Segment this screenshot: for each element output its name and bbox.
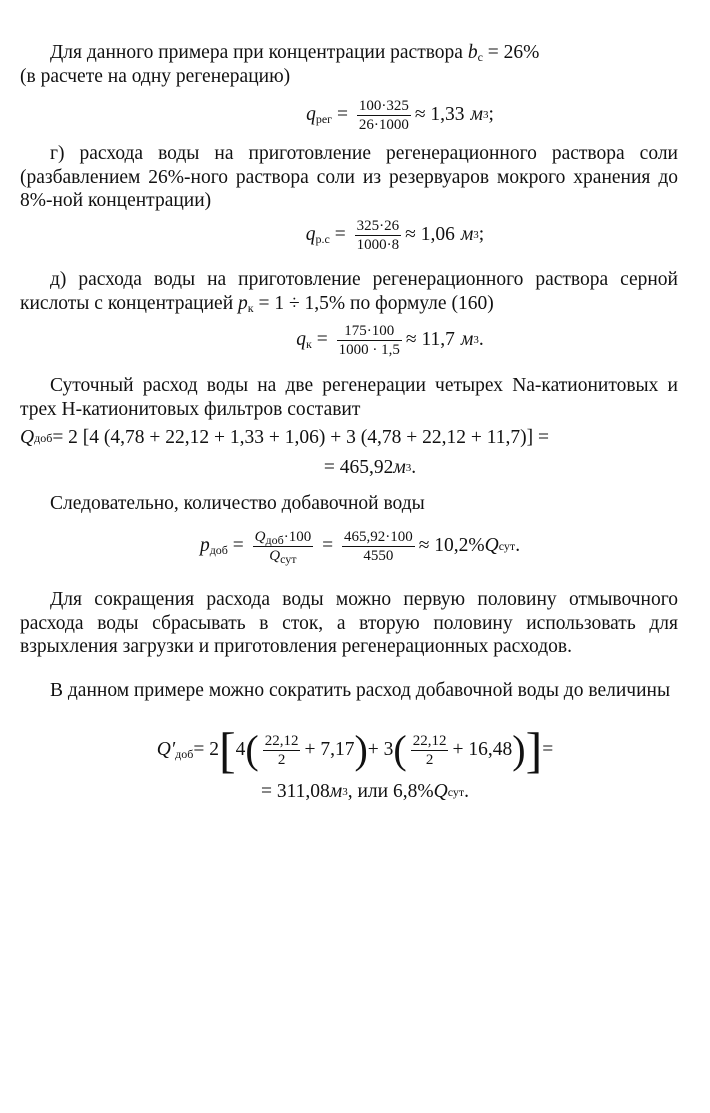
eq-tail: ; [488, 104, 494, 125]
eq-result: ≈ 11,7 [405, 329, 455, 350]
eq-unit: м [393, 457, 406, 478]
fraction-denominator: 2 [277, 751, 286, 768]
equation-q-dob-reduced: $Q'_{доб}$ = 2 [ 4 ( $\frac{22,12}{2}$ + 7,17 ) + 3 ( $\frac{22,12}{2}$ + 16,48 ) ] = [156, 722, 554, 778]
eq-lhs-sub: к [306, 337, 312, 351]
eq-term1: + 7,17 [304, 739, 355, 760]
paragraph-concentration [20, 41, 678, 88]
eq-four: 4 [235, 739, 246, 760]
paragraph-text: Для сокращения расхода воды можно первую половину отмывочного расхода воды сбрасывать в сток, а вторую половину использовать для взрыхления загрузки и приготовления регенерационных расходов. [20, 589, 678, 657]
equation-q-dob-line1: Q доб = 2 [4 (4,78 + 22,12 + 1,33 + 1,06) + 3 (4,78 + 22,12 + 11,7)] = [20, 427, 550, 448]
eq-tail: ; [478, 224, 485, 245]
eq-lhs: p [199, 535, 210, 556]
fraction-numeric [342, 528, 415, 565]
fraction-denominator: 2 [425, 751, 434, 768]
eq-lhs: q [306, 104, 316, 125]
paragraph-text: д) расхода воды на приготовление регенерационного раствора серной кислоты с концентрацией [20, 269, 678, 314]
equation-q-k: $q_к$ = $\frac{175\cdot 100}{1000 \cdot 1,5}$ ≈ 11,7 м 3 . [296, 322, 484, 358]
eq-lhs-sub: доб [175, 747, 194, 761]
paragraph-text: г) расхода воды на приготовление регенерационного раствора соли (разбавлением 26%-ного раствора соли из резервуаров мокрого хранения до 8%-ной концентрации) [20, 143, 678, 211]
eq-unit: м [460, 329, 474, 350]
num-q: Q [254, 528, 266, 545]
eq-result-var: Q [484, 535, 499, 556]
eq-tail: . [515, 535, 521, 556]
eq-result: ≈ 1,33 [414, 104, 465, 125]
fraction-first [263, 732, 301, 769]
fraction-denominator: 4550 [363, 547, 394, 564]
eq-line2: = 465,92 [323, 457, 394, 478]
fraction [337, 322, 402, 359]
fraction-denominator: 26·1000 [358, 116, 409, 133]
eq-lhs: Q [20, 427, 35, 448]
eq-result: ≈ 10,2% [418, 535, 485, 556]
eq-line2-end: . [464, 781, 469, 802]
eq-tail: . [411, 457, 417, 478]
eq-term2: + 16,48 [452, 739, 513, 760]
eq-line1: = 2 [4 (4,78 + 22,12 + 1,33 + 1,06) + 3 (4,78 + 22,12 + 11,7)] = [52, 427, 550, 448]
equation-q-dob-reduced-line2: = 311,08 м 3 , или 6,8% Q сут . [261, 781, 469, 802]
eq-unit: м [329, 781, 343, 802]
fraction-numerator: 22,12 [264, 732, 299, 749]
eq-result: ≈ 1,06 [405, 224, 455, 245]
paragraph-acid-solution [20, 268, 678, 315]
equation-q-rs: $q_{р.с}$ = $\frac{325\cdot 26}{1000\cdot 8}$ ≈ 1,06 м 3 ; [305, 217, 485, 253]
paragraph-example [20, 679, 678, 703]
var-b-sub: c [477, 50, 483, 64]
eq-unit: м [470, 104, 483, 125]
fraction-second [411, 732, 449, 769]
eq-unit: м [460, 224, 474, 245]
fraction [357, 97, 411, 134]
fraction-denominator: 1000 · 1,5 [338, 341, 400, 358]
paragraph-reduction [20, 588, 678, 659]
paragraph-text: Суточный расход воды на две регенерации четырех Na-катионитовых и трех Н-катионитовых фильтров составит [20, 375, 678, 420]
eq-coef: = 2 [193, 739, 219, 760]
fraction-numerator: 325·26 [356, 217, 400, 234]
paragraph-text: Для данного примера при концентрации раствора [50, 42, 468, 63]
fraction-numerator: 22,12 [412, 732, 447, 749]
paragraph-text: В данном примере можно сократить расход добавочной воды до величины [50, 680, 671, 701]
equation-p-dob: $p_{доб}$ = $\frac{Q_{доб}\cdot 100}{Q_{сут}}$ = $\frac{465,92\cdot 100}{4550}$ ≈ 10,2% Q сут . [199, 528, 521, 566]
eq-line2: = 311,08 [261, 781, 330, 802]
eq-lhs-sub: доб [209, 543, 228, 557]
eq-tail: . [478, 329, 484, 350]
eq-lhs: q [296, 329, 307, 350]
var-p: p [238, 292, 248, 314]
eq-lhs-sub: рег [315, 112, 333, 126]
eq-end: = [542, 739, 554, 760]
paragraph-line2: (в расчете на одну регенерацию) [20, 65, 291, 87]
equation-q-dob-line2: = 465,92 м 3 . [323, 457, 417, 478]
fraction-symbolic [253, 528, 314, 565]
eq-lhs: q [305, 224, 316, 245]
equation-q-reg: $q_{рег}$ = $\frac{100\cdot 325}{26\cdot 1000}$ ≈ 1,33 м 3 ; [306, 97, 494, 133]
eq-line2-var: Q [433, 781, 448, 802]
var-b: b [467, 42, 478, 63]
concentration-value: = 26% [482, 42, 540, 63]
paragraph-tail: = 1 ÷ 1,5% по формуле (160) [253, 292, 494, 314]
eq-lhs: Q′ [156, 739, 176, 760]
paragraph-text: Следовательно, количество добавочной воды [50, 493, 425, 514]
den-q-sub: сут [280, 551, 297, 566]
fraction-numerator: 465,92·100 [343, 528, 413, 545]
fraction-numerator: 175·100 [344, 322, 395, 339]
paragraph-therefore [20, 492, 678, 516]
den-q: Q [269, 547, 281, 564]
fraction-denominator: 1000·8 [356, 236, 400, 253]
eq-line2-tail: , или 6,8% [347, 781, 434, 802]
paragraph-daily-consumption [20, 374, 678, 421]
num-tail: ·100 [283, 528, 312, 545]
eq-lhs-sub: р.с [315, 232, 330, 246]
var-p-sub: к [247, 300, 254, 315]
eq-three: + 3 [367, 739, 394, 760]
num-q-sub: доб [265, 532, 284, 547]
paragraph-salt-solution [20, 142, 678, 213]
fraction-numerator: 100·325 [358, 97, 409, 114]
fraction [355, 217, 402, 254]
